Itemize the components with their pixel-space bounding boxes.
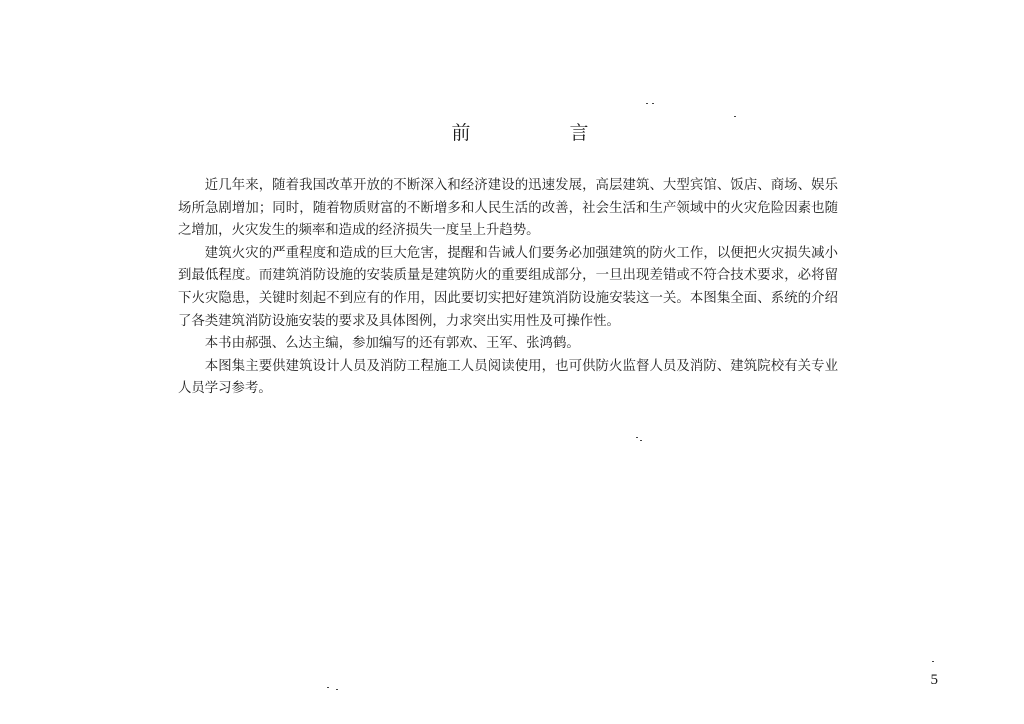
page-number: 5	[930, 672, 938, 688]
page-title: 前 言	[451, 122, 629, 144]
paragraph-2: 建筑火灾的严重程度和造成的巨大危害，提醒和告诫人们要务必加强建筑的防火工作，以便把火灾损失减小到最低程度。而建筑消防设施的安装质量是建筑防火的重要组成部分，一旦出现差错或不符合技术要求，必将留下火灾隐患，关键时刻起不到应有的作用，因此要切实把好建筑消防设施安装这一关。本图集全面、系统的介绍了各类建筑消防设施安装的要求及具体图例，力求突出实用性及可操作性。	[178, 245, 838, 329]
scan-speck	[636, 437, 638, 438]
paragraph-3: 本书由郝强、么达主编，参加编写的还有郭欢、王军、张鸿鹤。	[204, 336, 580, 352]
scan-speck	[932, 661, 934, 662]
preface-body	[178, 175, 838, 401]
scan-speck	[734, 116, 736, 117]
scan-speck	[652, 103, 654, 104]
paragraph-4: 本图集主要供建筑设计人员及消防工程施工人员阅读使用，也可供防火监督人员及消防、建筑院校有关专业人员学习参考。	[178, 358, 838, 397]
scan-speck	[336, 689, 338, 690]
scan-speck	[640, 440, 642, 441]
paragraph-1: 近几年来，随着我国改革开放的不断深入和经济建设的迅速发展，高层建筑、大型宾馆、饭店、商场、娱乐场所急剧增加；同时，随着物质财富的不断增多和人民生活的改善，社会生活和生产领域中的火灾危险因素也随之增加，火灾发生的频率和造成的经济损失一度呈上升趋势。	[178, 178, 838, 239]
scan-speck	[327, 687, 329, 688]
scan-speck	[646, 103, 648, 104]
